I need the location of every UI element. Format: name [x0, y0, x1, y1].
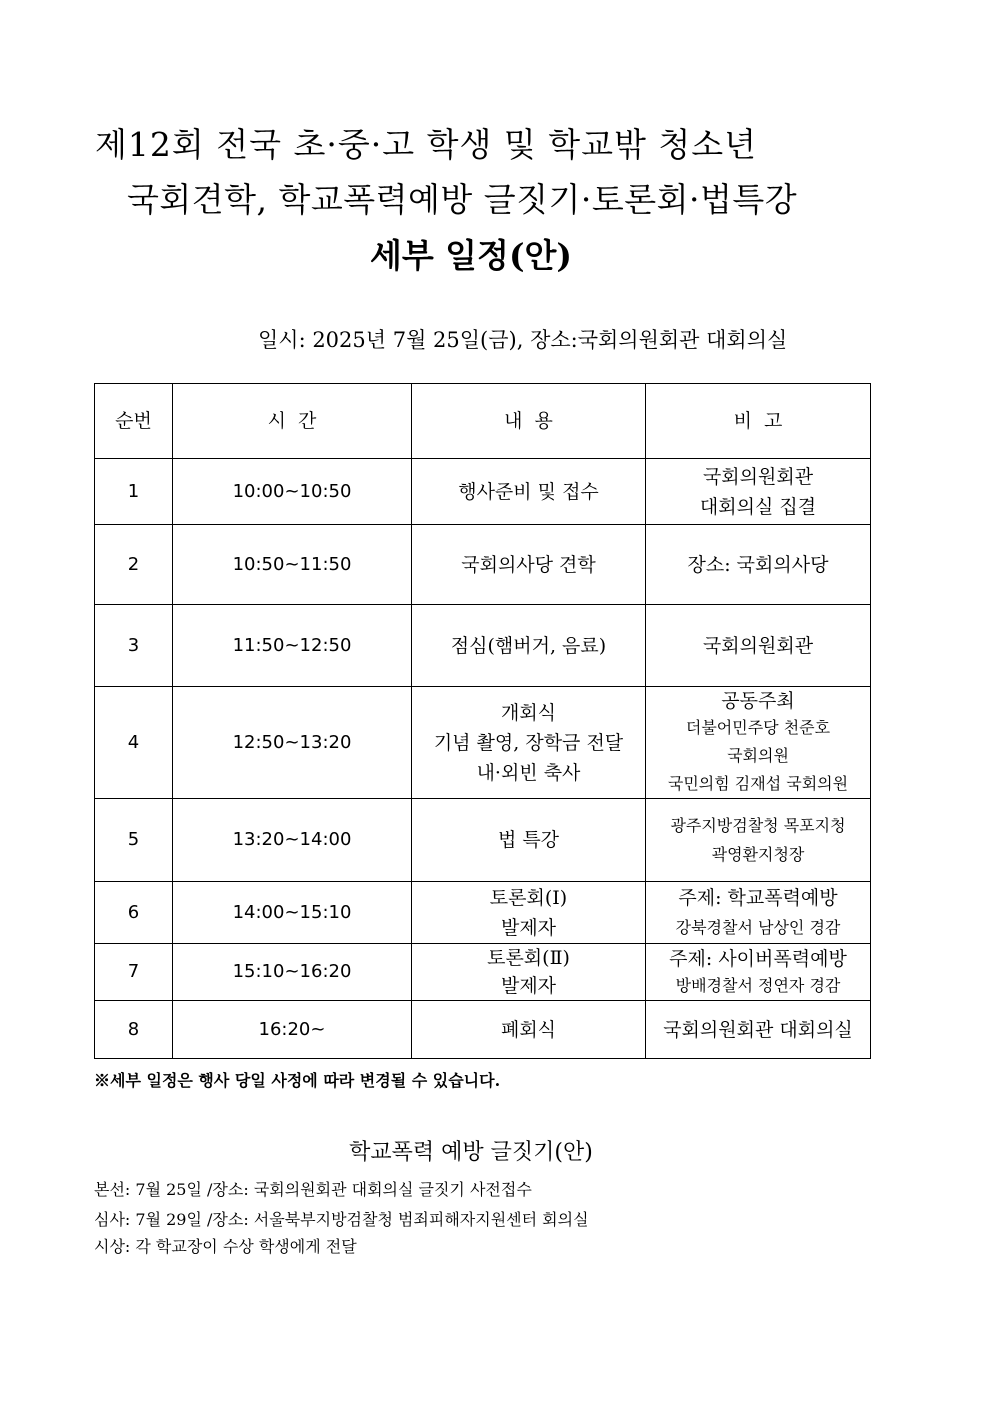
schedule-table: [94, 383, 871, 1059]
row-content: 국회의사당 견학: [412, 525, 646, 605]
table-row: [95, 687, 871, 799]
title-line-3: 세부 일정(안): [369, 236, 573, 275]
table-row: [95, 459, 871, 525]
row-number: 1: [95, 459, 173, 525]
row-number: 8: [95, 1001, 173, 1059]
header-content: 내 용: [412, 384, 646, 459]
essay-section-title: 학교폭력 예방 글짓기(안): [349, 1140, 593, 1165]
row-number: 4: [95, 687, 173, 799]
header-number: 순번: [95, 384, 173, 459]
row-content: 개회식 기념 촬영, 장학금 전달 내·외빈 축사: [412, 687, 646, 799]
row-time: 11:50~12:50: [173, 605, 412, 687]
table-row: [95, 944, 871, 1001]
row-content: 행사준비 및 접수: [412, 459, 646, 525]
row-remarks: 공동주최 더불어민주당 천준호 국회의원 국민의힘 김재섭 국회의원: [646, 687, 871, 799]
row-content: 토론회(Ⅱ) 발제자: [412, 944, 646, 1001]
row-number: 5: [95, 799, 173, 882]
table-row: [95, 525, 871, 605]
schedule-footnote: ※세부 일정은 행사 당일 사정에 따라 변경될 수 있습니다.: [94, 1071, 501, 1090]
row-remarks: 국회의원회관: [646, 605, 871, 687]
table-row: [95, 605, 871, 687]
row-time: 15:10~16:20: [173, 944, 412, 1001]
essay-line-judging: 심사: 7월 29일 /장소: 서울북부지방검찰청 범죄피해자지원센터 회의실: [94, 1210, 589, 1229]
table-row: [95, 882, 871, 944]
row-content: 법 특강: [412, 799, 646, 882]
title-line-1: 제12회 전국 초·중·고 학생 및 학교밖 청소년: [95, 125, 757, 164]
row-time: 14:00~15:10: [173, 882, 412, 944]
row-time: 13:20~14:00: [173, 799, 412, 882]
row-time: 12:50~13:20: [173, 687, 412, 799]
row-remarks: 국회의원회관 대회의실: [646, 1001, 871, 1059]
row-content: 점심(햄버거, 음료): [412, 605, 646, 687]
row-remarks: 주제: 사이버폭력예방 방배경찰서 정연자 경감: [646, 944, 871, 1001]
row-remarks: 주제: 학교폭력예방 강북경찰서 남상인 경감: [646, 882, 871, 944]
title-line-2: 국회견학, 학교폭력예방 글짓기·토론회·법특강: [127, 180, 798, 219]
row-number: 3: [95, 605, 173, 687]
row-number: 7: [95, 944, 173, 1001]
row-remarks: 장소: 국회의사당: [646, 525, 871, 605]
essay-line-final: 본선: 7월 25일 /장소: 국회의원회관 대회의실 글짓기 사전접수: [94, 1180, 532, 1199]
event-date-location: 일시: 2025년 7월 25일(금), 장소:국회의원회관 대회의실: [258, 328, 788, 352]
row-remarks: 광주지방검찰청 목포지청 곽영환지청장: [646, 799, 871, 882]
row-time: 10:00~10:50: [173, 459, 412, 525]
row-content: 폐회식: [412, 1001, 646, 1059]
row-time: 16:20~: [173, 1001, 412, 1059]
header-time: 시 간: [173, 384, 412, 459]
header-remarks: 비 고: [646, 384, 871, 459]
table-header-row: [95, 384, 871, 459]
table-row: [95, 1001, 871, 1059]
row-time: 10:50~11:50: [173, 525, 412, 605]
row-number: 2: [95, 525, 173, 605]
row-remarks: 국회의원회관 대회의실 집결: [646, 459, 871, 525]
table-row: [95, 799, 871, 882]
essay-line-award: 시상: 각 학교장이 수상 학생에게 전달: [94, 1237, 357, 1256]
row-content: 토론회(Ⅰ) 발제자: [412, 882, 646, 944]
row-number: 6: [95, 882, 173, 944]
